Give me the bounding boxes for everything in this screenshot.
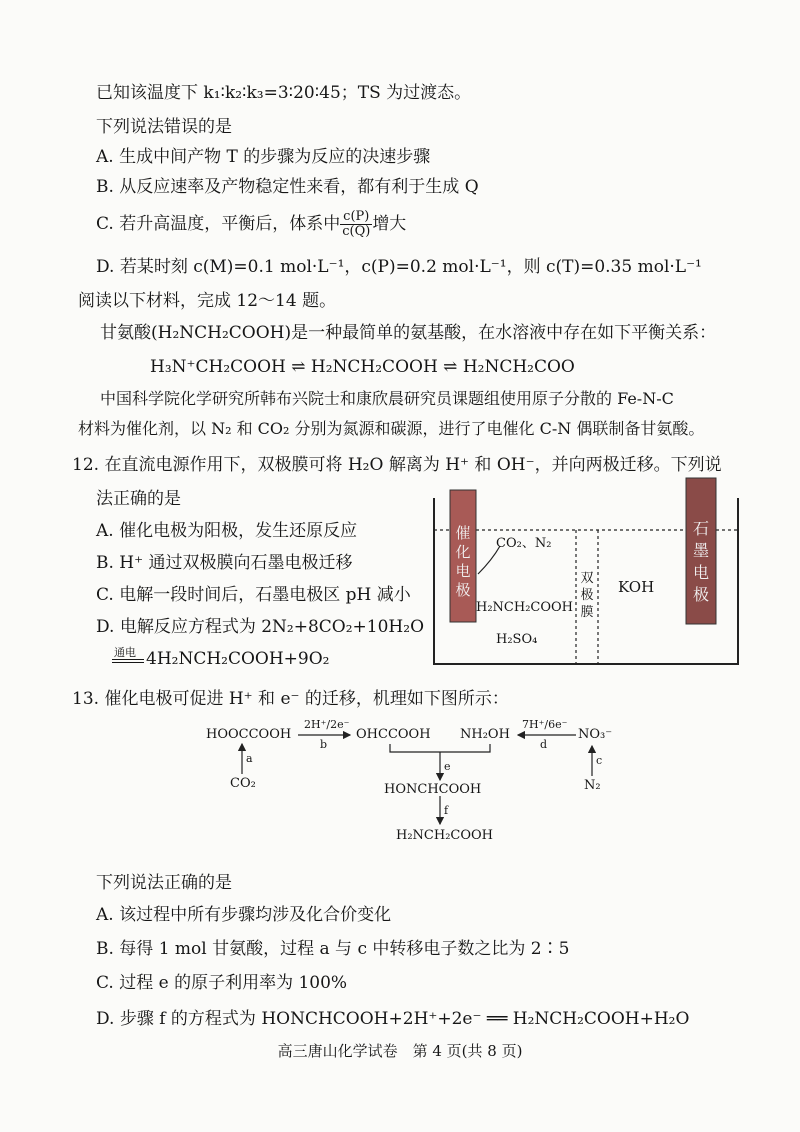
graphite-electrode-label [686, 518, 716, 606]
glycine-product: H₂NCH₂COOH [396, 828, 494, 843]
electrolysis-arrow [112, 648, 146, 670]
catalytic-electrode-char: 极 [455, 581, 471, 599]
catalytic-electrode-char: 化 [455, 543, 471, 561]
carbon-dioxide: CO₂ [230, 776, 256, 791]
membrane-char: 膜 [580, 605, 594, 620]
oxalic-acid: HOOCCOOH [206, 727, 292, 742]
membrane-char: 极 [580, 588, 594, 603]
electrolysis-products: 4H₂NCH₂COOH+9O₂ [146, 649, 330, 669]
page-footer: 高三唐山化学试卷 第 4 页(共 8 页) [277, 1042, 523, 1060]
hydroxylamine: NH₂OH [460, 727, 510, 742]
graphite-electrode-char: 电 [692, 563, 709, 582]
ratio-denominator: c(Q) [342, 224, 371, 239]
gas-label: CO₂、N₂ [496, 536, 552, 551]
q11-stem: 下列说法错误的是 [96, 117, 232, 137]
concentration-ratio [340, 210, 372, 239]
q12-option-a: A. 催化电极为阳极，发生还原反应 [96, 521, 358, 541]
catalytic-electrode-char: 电 [455, 562, 471, 580]
graphite-electrode-char: 石 [692, 519, 709, 538]
material-paragraph-2a: 中国科学院化学研究所韩布兴院士和康欣晨研究员课题组使用原子分散的 Fe-N-C [100, 389, 674, 408]
material-heading: 阅读以下材料，完成 12～14 题。 [78, 291, 337, 311]
q12-stem-cont: 法正确的是 [96, 489, 181, 509]
step-c-label: c [596, 754, 603, 767]
step-a-label: a [246, 752, 253, 765]
electrolysis-cell-diagram [430, 470, 742, 670]
combine-bracket [390, 744, 490, 752]
oxime-intermediate: HONCHCOOH [384, 782, 482, 797]
catalytic-electrode-char: 催 [455, 524, 471, 542]
q11-option-c-text: C. 若升高温度，平衡后，体系中 [96, 214, 341, 234]
koh-label: KOH [618, 578, 655, 596]
step-b-label: b [320, 738, 328, 751]
q11-option-a: A. 生成中间产物 T 的步骤为反应的决速步骤 [96, 147, 431, 167]
left-acid-label: H₂SO₄ [496, 632, 538, 647]
q13-option-b: B. 每得 1 mol 甘氨酸，过程 a 与 c 中转移电子数之比为 2∶5 [96, 939, 570, 959]
q13-stem-2: 下列说法正确的是 [96, 873, 232, 893]
step-d-condition: 7H⁺/6e⁻ [522, 718, 568, 731]
q13-option-a: A. 该过程中所有步骤均涉及化合价变化 [96, 905, 392, 925]
mechanism-diagram [200, 718, 620, 862]
nitrogen: N₂ [584, 778, 601, 793]
membrane-char: 双 [580, 571, 594, 586]
electrolysis-condition: 通电 [114, 646, 136, 659]
q12-stem: 12. 在直流电源作用下，双极膜可将 H₂O 解离为 H⁺ 和 OH⁻，并向两极迁移。下列说 [72, 455, 722, 475]
ratio-numerator: c(P) [340, 210, 372, 225]
q12-option-d: D. 电解反应方程式为 2N₂+8CO₂+10H₂O [96, 617, 425, 637]
q12-option-c: C. 电解一段时间后，石墨电极区 pH 减小 [96, 585, 411, 605]
left-solution-label: H₂NCH₂COOH [476, 600, 574, 615]
graphite-electrode-char: 极 [692, 585, 709, 604]
material-paragraph-1: 甘氨酸(H₂NCH₂COOH)是一种最简单的氨基酸，在水溶液中存在如下平衡关系： [100, 323, 717, 343]
q11-option-d: D. 若某时刻 c(M)=0.1 mol·L⁻¹，c(P)=0.2 mol·L⁻¹，则 c(T)=0.35 mol·L⁻¹ [96, 257, 702, 277]
q11-option-c-tail: 增大 [372, 214, 407, 234]
glyoxylic-acid: OHCCOOH [356, 727, 431, 742]
material-paragraph-2b: 材料为催化剂，以 N₂ 和 CO₂ 分别为氮源和碳源，进行了电催化 C-N 偶联制备甘氨酸。 [78, 419, 705, 438]
graphite-electrode-char: 墨 [692, 541, 709, 560]
step-f-label: f [444, 804, 449, 817]
q11-known-line: 已知该温度下 k₁∶k₂∶k₃=3∶20∶45；TS 为过渡态。 [96, 83, 472, 103]
q13-stem: 13. 催化电极可促进 H⁺ 和 e⁻ 的迁移，机理如下图所示： [72, 689, 509, 709]
step-b-condition: 2H⁺/2e⁻ [304, 718, 350, 731]
q11-option-c [96, 210, 406, 239]
step-d-label: d [540, 738, 548, 751]
q13-option-d: D. 步骤 f 的方程式为 HONCHCOOH+2H⁺+2e⁻ ══ H₂NCH₂COOH+H₂O [96, 1009, 690, 1029]
q12-option-b: B. H⁺ 通过双极膜向石墨电极迁移 [96, 553, 353, 573]
catalytic-electrode-label [450, 524, 476, 600]
q12-option-d-products [112, 648, 330, 670]
step-e-label: e [444, 760, 451, 773]
q13-option-c: C. 过程 e 的原子利用率为 100% [96, 973, 348, 993]
bipolar-membrane-label [577, 570, 597, 621]
q11-option-b: B. 从反应速率及产物稳定性来看，都有利于生成 Q [96, 177, 479, 197]
nitrate: NO₃⁻ [578, 727, 613, 742]
glycine-equilibrium: H₃N⁺CH₂COOH ⇌ H₂NCH₂COOH ⇌ H₂NCH₂COO [150, 357, 575, 377]
